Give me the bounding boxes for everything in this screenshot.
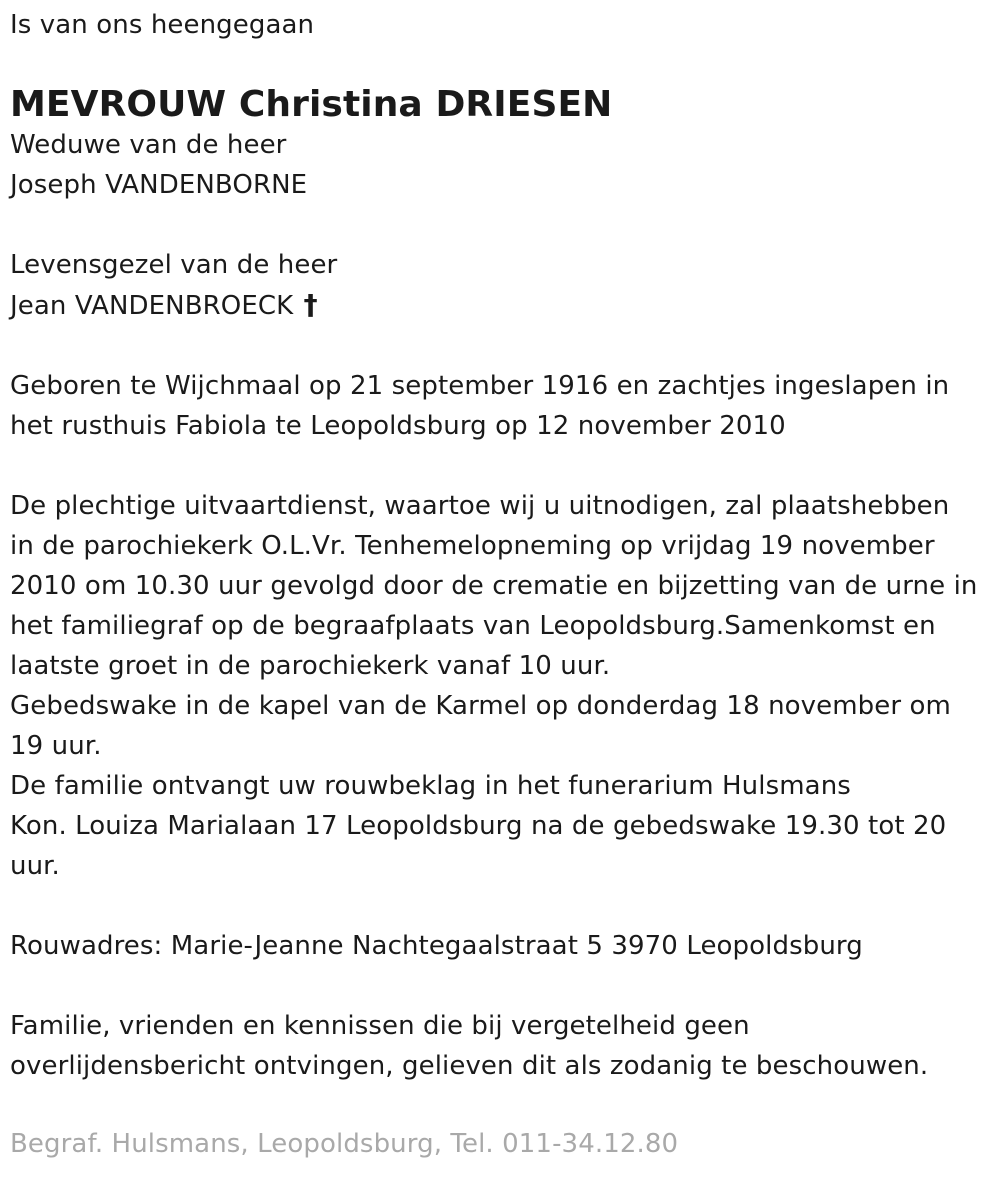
spacer (10, 446, 990, 486)
birth-death-paragraph (10, 366, 990, 446)
spacer (10, 205, 990, 245)
paragraph-line: Familie, vrienden en kennissen die bij vergetelheid geen (10, 1011, 750, 1041)
paragraph-line: in de parochiekerk O.L.Vr. Tenhemelopneming op vrijdag 19 november (10, 531, 935, 561)
ceremony-paragraph (10, 486, 990, 886)
deceased-name: MEVROUW Christina DRIESEN (10, 84, 613, 125)
paragraph-line: laatste groet in de parochiekerk vanaf 10 uur. (10, 651, 611, 681)
paragraph-line: overlijdensbericht ontvingen, gelieven dit als zodanig te beschouwen. (10, 1051, 929, 1081)
paragraph-line: De familie ontvangt uw rouwbeklag in het funerarium Hulsmans (10, 771, 851, 801)
partner-line-2 (10, 285, 990, 326)
paragraph-line: Kon. Louiza Marialaan 17 Leopoldsburg na de gebedswake 19.30 tot 20 (10, 811, 947, 841)
paragraph-line: Gebedswake in de kapel van de Karmel op donderdag 18 november om (10, 691, 951, 721)
partner-line-1: Levensgezel van de heer (10, 250, 338, 280)
mourning-address: Rouwadres: Marie-Jeanne Nachtegaalstraat 5 3970 Leopoldsburg (10, 931, 863, 961)
partner-name: Jean VANDENBROECK (10, 291, 294, 321)
paragraph-line: Geboren te Wijchmaal op 21 september 1916 en zachtjes ingeslapen in (10, 371, 950, 401)
spacer (10, 326, 990, 366)
widow-line-2: Joseph VANDENBORNE (10, 170, 308, 200)
paragraph-line: het rusthuis Fabiola te Leopoldsburg op 12 november 2010 (10, 411, 786, 441)
spacer (10, 886, 990, 926)
paragraph-line: 19 uur. (10, 731, 102, 761)
paragraph-line: De plechtige uitvaartdienst, waartoe wij u uitnodigen, zal plaatshebben (10, 491, 950, 521)
paragraph-line: uur. (10, 851, 60, 881)
closing-paragraph (10, 1006, 990, 1086)
funeral-home-footer: Begraf. Hulsmans, Leopoldsburg, Tel. 011-34.12.80 (10, 1129, 679, 1159)
intro-text: Is van ons heengegaan (10, 10, 315, 40)
paragraph-line: 2010 om 10.30 uur gevolgd door de crematie en bijzetting van de urne in (10, 571, 978, 601)
paragraph-line: het familiegraf op de begraafplaats van Leopoldsburg.Samenkomst en (10, 611, 936, 641)
spacer (10, 966, 990, 1006)
widow-line-1: Weduwe van de heer (10, 130, 287, 160)
cross-icon: † (303, 288, 318, 321)
